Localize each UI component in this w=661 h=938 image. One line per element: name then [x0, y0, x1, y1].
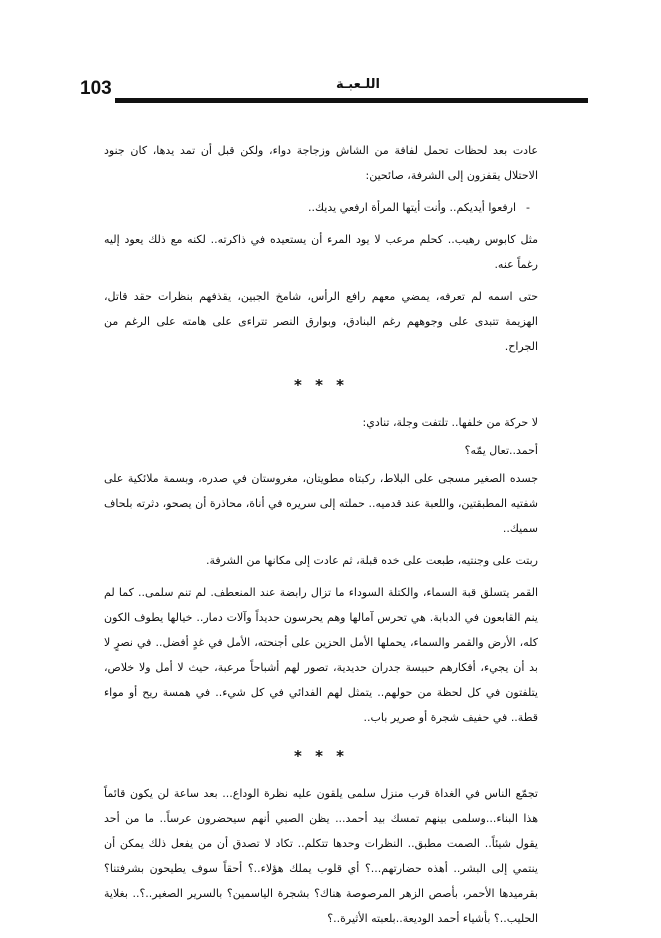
- paragraph-8: القمر يتسلق قبة السماء، والكتلة السوداء ما تزال رابضة عند المنعطف. لم تنم سلمى.. كما لم ينم القابعون في الدبابة. هي تحرس آمالها وهم يحرسون حديداً وآلات دمار.. خيالها يطوف الكون كله، الأرض والقمر والسماء، يحملها الأمل الحزين على أجنحته، الأمل في غدٍ أفضل.. في نصرٍ لا بد أن يجيء، أفكارهم حبيسة جدران حديدية، تصور لهم أشباحاً مرعبة، حيث لا أمل ولا خلاص، يتلفتون في كل لحظة من حولهم.. يتمثل لهم الفدائي في كل شيء.. في همسة ريح أو مواء قطة.. في حفيف شجرة أو صرير باب..: [104, 586, 538, 724]
- page-body: [104, 138, 538, 938]
- dialogue-line: [104, 195, 538, 220]
- paragraph-5: أحمد..تعال يمّه؟: [464, 444, 538, 457]
- paragraph-4: لا حركة من خلفها.. تلتفت وجلة، تنادي:: [362, 416, 538, 429]
- paragraph-6: جسده الصغير مسجى على البلاط، ركبتاه مطويتان، مغروستان في صدره، وبسمة ملائكية على شفتيه المطبقتين، واللعبة عند قدميه.. حملته إلى سريره في أناة، محاذرة أن يصحو، دثرته بلحاف سميك..: [104, 472, 538, 535]
- paragraph-7: ربتت على وجنتيه، طبعت على خده قبلة، ثم عادت إلى مكانها من الشرفة.: [205, 554, 538, 567]
- section-separator-2: * * *: [294, 747, 348, 765]
- section-separator-1: * * *: [294, 376, 348, 394]
- page-header: [80, 74, 588, 104]
- paragraph-9: تجمّع الناس في الغداة قرب منزل سلمى يلقون عليه نظرة الوداع... بعد ساعة لن يكون قائماً هذا البناء...وسلمى بينهم تمسك بيد أحمد... يظن الصبي أنهم سيحضرون عرساً.. ما من أحد يقول شيئاً.. الصمت مطبق.. النظرات وحدها تتكلم.. تكاد لا تصدق أن من يفعل ذلك يمكن أن ينتمي إلى البشر.. أهذه حضارتهم...؟ أي قلوب يملك هؤلاء..؟ أحقاً سوف يطيحون بشرفتنا؟ بقرميدها الأحمر، بأصص الزهر المرصوصة هناك؟ بشجرة الياسمين؟ بالسرير الصغير..؟.. بغلاية الحليب..؟ بأشياء أحمد الوديعة..بلعبته الأثيرة..؟: [104, 787, 538, 925]
- running-title: اللـعبـة: [335, 77, 380, 92]
- dialogue-dash: -: [526, 201, 530, 214]
- paragraph-3: حتى اسمه لم تعرفه، يمضي معهم رافع الرأس، شامخ الجبين، يقذفهم بنظرات حقد قاتل، الهزيمة تتبدى على وجوههم رغم البنادق، وبوارق النصر تتراءى على هامته على الرغم من الجراح.: [104, 290, 538, 353]
- header-rule: [115, 98, 588, 103]
- page-number: 103: [80, 78, 112, 99]
- dialogue-text: ارفعوا أيديكم.. وأنت أيتها المرأة ارفعي يديك..: [308, 201, 517, 214]
- paragraph-1: عادت بعد لحظات تحمل لفافة من الشاش وزجاجة دواء، ولكن قبل أن تمد يدها، كان جنود الاحتلال يقفزون إلى الشرفة، صائحين:: [104, 144, 538, 182]
- paragraph-2: مثل كابوس رهيب.. كحلم مرعب لا يود المرء أن يستعيده في ذاكرته.. لكنه مع ذلك يعود إليه رغماً عنه.: [104, 233, 538, 271]
